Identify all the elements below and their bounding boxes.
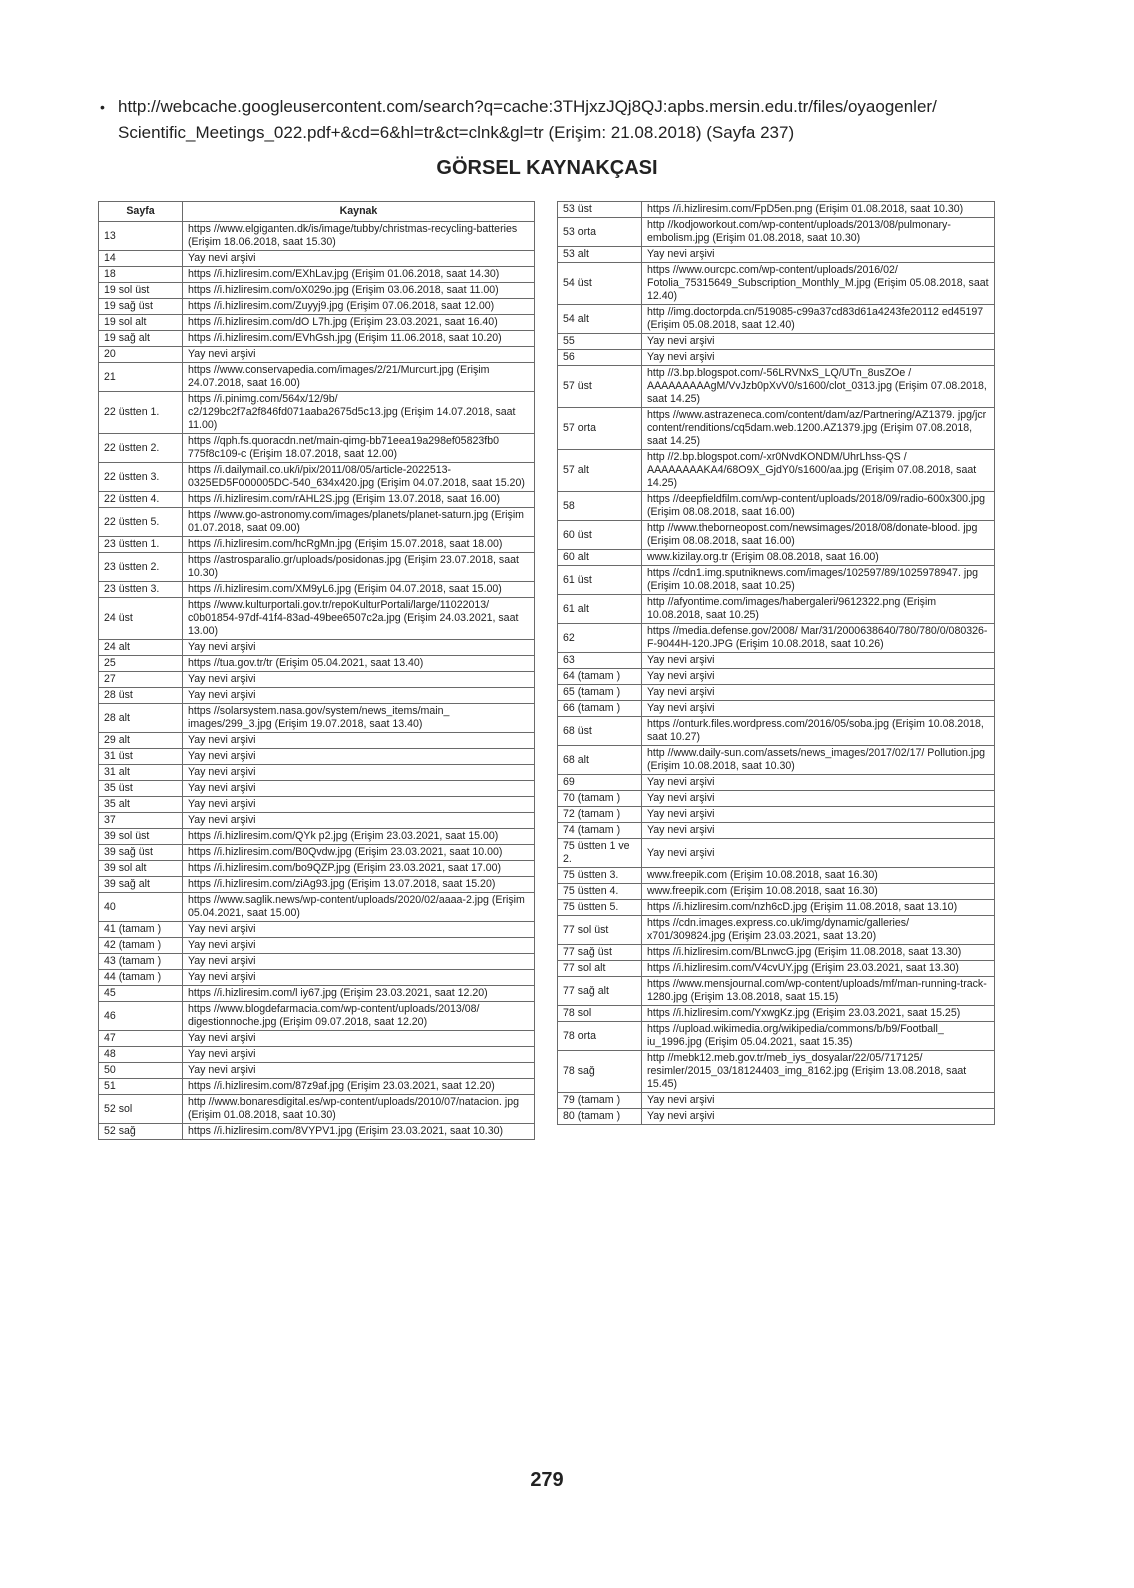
page-cell: 18 <box>99 267 183 283</box>
page-cell: 56 <box>558 350 642 366</box>
table-row <box>558 685 995 701</box>
table-row <box>99 829 535 845</box>
source-cell: Yay nevi arşivi <box>642 247 995 263</box>
source-cell: http //www.bonaresdigital.es/wp-content/uploads/2010/07/natacion. jpg (Erişim 01.08.2018, saat 10.30) <box>183 1095 535 1124</box>
image-sources-table-right <box>557 201 995 1125</box>
page-cell: 29 alt <box>99 733 183 749</box>
source-cell: Yay nevi arşivi <box>642 653 995 669</box>
page-cell: 60 alt <box>558 550 642 566</box>
page-cell: 61 alt <box>558 595 642 624</box>
source-cell: Yay nevi arşivi <box>183 749 535 765</box>
source-cell: http //www.daily-sun.com/assets/news_images/2017/02/17/ Pollution.jpg (Erişim 10.08.2018, saat 10.30) <box>642 746 995 775</box>
source-cell: https //www.astrazeneca.com/content/dam/az/Partnering/AZ1379. jpg/jcr content/renditions/cq5dam.web.1200.AZ1379.jpg (Erişim 07.08.2018, saat 14.25) <box>642 408 995 450</box>
source-cell: Yay nevi arşivi <box>183 733 535 749</box>
page-cell: 53 orta <box>558 218 642 247</box>
table-row <box>558 450 995 492</box>
page-cell: 37 <box>99 813 183 829</box>
source-cell: Yay nevi arşivi <box>183 1047 535 1063</box>
source-cell: Yay nevi arşivi <box>183 970 535 986</box>
source-cell: https //i.dailymail.co.uk/i/pix/2011/08/05/article-2022513-0325ED5F000005DC-540_634x420.jpg (Erişim 04.07.2018, saat 15.20) <box>183 463 535 492</box>
table-row <box>558 807 995 823</box>
source-cell: http //3.bp.blogspot.com/-56LRVNxS_LQ/UTn_8usZOe / AAAAAAAAAgM/VvJzb0pXvV0/s1600/clot_0313.jpg (Erişim 07.08.2018, saat 14.25) <box>642 366 995 408</box>
table-row <box>99 765 535 781</box>
source-cell: https //i.hizliresim.com/87z9af.jpg (Erişim 23.03.2021, saat 12.20) <box>183 1079 535 1095</box>
table-row <box>558 791 995 807</box>
source-cell: https //i.hizliresim.com/Zuyyj9.jpg (Erişim 07.06.2018, saat 12.00) <box>183 299 535 315</box>
page-cell: 57 üst <box>558 366 642 408</box>
page-cell: 40 <box>99 893 183 922</box>
source-cell: https //i.hizliresim.com/EXhLav.jpg (Erişim 01.06.2018, saat 14.30) <box>183 267 535 283</box>
table-row <box>99 222 535 251</box>
table-row <box>99 640 535 656</box>
source-cell: https //i.hizliresim.com/hcRgMn.jpg (Erişim 15.07.2018, saat 18.00) <box>183 537 535 553</box>
page-cell: 24 üst <box>99 598 183 640</box>
page-cell: 75 üstten 1 ve 2. <box>558 839 642 868</box>
source-cell: https //www.kulturportali.gov.tr/repoKulturPortali/large/11022013/ c0b01854-97df-41f4-83ad-49bee6507c2a.jpg (Erişim 24.03.2021, saat 13.00) <box>183 598 535 640</box>
table-row <box>99 1031 535 1047</box>
source-cell: https //i.hizliresim.com/QYk p2.jpg (Erişim 23.03.2021, saat 15.00) <box>183 829 535 845</box>
source-cell: Yay nevi arşivi <box>183 1063 535 1079</box>
page-cell: 78 sağ <box>558 1051 642 1093</box>
page-cell: 69 <box>558 775 642 791</box>
page-cell: 35 üst <box>99 781 183 797</box>
page-cell: 63 <box>558 653 642 669</box>
source-cell: Yay nevi arşivi <box>642 701 995 717</box>
table-row <box>99 1095 535 1124</box>
source-cell: https //solarsystem.nasa.gov/system/news_items/main_ images/299_3.jpg (Erişim 19.07.2018, saat 13.40) <box>183 704 535 733</box>
page-cell: 22 üstten 5. <box>99 508 183 537</box>
page-cell: 39 sol üst <box>99 829 183 845</box>
table-row <box>558 566 995 595</box>
source-cell: www.freepik.com (Erişim 10.08.2018, saat 16.30) <box>642 868 995 884</box>
reference-bullet <box>100 94 1040 146</box>
source-cell: https //www.go-astronomy.com/images/planets/planet-saturn.jpg (Erişim 01.07.2018, saat 09.00) <box>183 508 535 537</box>
page-cell: 68 alt <box>558 746 642 775</box>
page-cell: 35 alt <box>99 797 183 813</box>
page-cell: 77 sol üst <box>558 916 642 945</box>
table-row <box>99 813 535 829</box>
table-row <box>99 922 535 938</box>
table-row <box>99 861 535 877</box>
table-row <box>99 1079 535 1095</box>
table-row <box>99 463 535 492</box>
table-row <box>99 331 535 347</box>
table-row <box>99 434 535 463</box>
page-cell: 54 üst <box>558 263 642 305</box>
page-cell: 61 üst <box>558 566 642 595</box>
page-cell: 28 alt <box>99 704 183 733</box>
table-row <box>558 595 995 624</box>
source-cell: Yay nevi arşivi <box>642 775 995 791</box>
page-cell: 24 alt <box>99 640 183 656</box>
source-cell: Yay nevi arşivi <box>183 797 535 813</box>
bullet-marker: • <box>100 99 105 115</box>
page-cell: 75 üstten 5. <box>558 900 642 916</box>
page-cell: 75 üstten 4. <box>558 884 642 900</box>
page-cell: 64 (tamam ) <box>558 669 642 685</box>
table-row <box>99 797 535 813</box>
source-cell: Yay nevi arşivi <box>642 823 995 839</box>
page-cell: 72 (tamam ) <box>558 807 642 823</box>
page-cell: 19 sağ alt <box>99 331 183 347</box>
table-row <box>558 1109 995 1125</box>
source-cell: https //qph.fs.quoracdn.net/main-qimg-bb71eea19a298ef05823fb0 775f8c109-c (Erişim 18.07.2018, saat 12.00) <box>183 434 535 463</box>
page-cell: 44 (tamam ) <box>99 970 183 986</box>
page-cell: 39 sağ alt <box>99 877 183 893</box>
source-cell: https //i.hizliresim.com/bo9QZP.jpg (Erişim 23.03.2021, saat 17.00) <box>183 861 535 877</box>
table-row <box>99 893 535 922</box>
page-cell: 22 üstten 3. <box>99 463 183 492</box>
table-row <box>558 823 995 839</box>
source-cell: https //i.hizliresim.com/XM9yL6.jpg (Erişim 04.07.2018, saat 15.00) <box>183 582 535 598</box>
table-row <box>99 1063 535 1079</box>
source-cell: www.kizilay.org.tr (Erişim 08.08.2018, saat 16.00) <box>642 550 995 566</box>
source-cell: https //media.defense.gov/2008/ Mar/31/2000638640/780/780/0/080326-F-9044H-120.JPG (Erişim 10.08.2018, saat 10.26) <box>642 624 995 653</box>
source-cell: https //astrosparalio.gr/uploads/posidonas.jpg (Erişim 23.07.2018, saat 10.30) <box>183 553 535 582</box>
table-row <box>99 582 535 598</box>
source-cell: https //cdn1.img.sputniknews.com/images/102597/89/1025978947. jpg (Erişim 10.08.2018, saat 10.25) <box>642 566 995 595</box>
page-cell: 31 üst <box>99 749 183 765</box>
table-row <box>558 653 995 669</box>
source-cell: http //img.doctorpda.cn/519085-c99a37cd83d61a4243fe20112 ed45197 (Erişim 05.08.2018, saat 12.40) <box>642 305 995 334</box>
source-cell: Yay nevi arşivi <box>642 791 995 807</box>
page-cell: 23 üstten 1. <box>99 537 183 553</box>
page-cell: 22 üstten 4. <box>99 492 183 508</box>
page-cell: 31 alt <box>99 765 183 781</box>
page-cell: 22 üstten 1. <box>99 392 183 434</box>
source-cell: Yay nevi arşivi <box>642 807 995 823</box>
table-row <box>99 251 535 267</box>
page-cell: 74 (tamam ) <box>558 823 642 839</box>
table-row <box>99 1047 535 1063</box>
source-cell: Yay nevi arşivi <box>183 688 535 704</box>
table-row <box>99 688 535 704</box>
page-cell: 19 sol alt <box>99 315 183 331</box>
table-row <box>99 315 535 331</box>
table-row <box>558 366 995 408</box>
page-cell: 25 <box>99 656 183 672</box>
source-cell: Yay nevi arşivi <box>183 813 535 829</box>
image-sources-table-left <box>98 201 535 1140</box>
source-cell: Yay nevi arşivi <box>183 347 535 363</box>
source-cell: https //www.ourcpc.com/wp-content/uploads/2016/02/ Fotolia_75315649_Subscription_Monthly_M.jpg (Erişim 05.08.2018, saat 12.40) <box>642 263 995 305</box>
source-cell: https //i.hizliresim.com/rAHL2S.jpg (Erişim 13.07.2018, saat 16.00) <box>183 492 535 508</box>
table-row <box>99 363 535 392</box>
table-row <box>99 954 535 970</box>
source-cell: https //i.hizliresim.com/BLnwcG.jpg (Erişim 11.08.2018, saat 13.30) <box>642 945 995 961</box>
table-row <box>99 1124 535 1140</box>
source-cell: Yay nevi arşivi <box>642 839 995 868</box>
table-row <box>99 733 535 749</box>
source-cell: Yay nevi arşivi <box>642 350 995 366</box>
page-cell: 66 (tamam ) <box>558 701 642 717</box>
table-row <box>99 537 535 553</box>
table-row <box>99 492 535 508</box>
source-cell: https //i.pinimg.com/564x/12/9b/ c2/129bc2f7a2f846fd071aaba2675d5c13.jpg (Erişim 14.07.2018, saat 11.00) <box>183 392 535 434</box>
source-cell: https //www.blogdefarmacia.com/wp-content/uploads/2013/08/ digestionnoche.jpg (Erişim 09.07.2018, saat 12.20) <box>183 1002 535 1031</box>
table-row <box>558 218 995 247</box>
table-row <box>558 717 995 746</box>
page-cell: 52 sol <box>99 1095 183 1124</box>
page-cell: 23 üstten 2. <box>99 553 183 582</box>
page-cell: 45 <box>99 986 183 1002</box>
page-number: 279 <box>530 1469 564 1491</box>
table-row <box>558 492 995 521</box>
source-cell: https //upload.wikimedia.org/wikipedia/commons/b/b9/Football_ iu_1996.jpg (Erişim 05.04.2021, saat 15.35) <box>642 1022 995 1051</box>
table-row <box>558 263 995 305</box>
table-row <box>99 392 535 434</box>
table-row <box>558 408 995 450</box>
page-cell: 47 <box>99 1031 183 1047</box>
table-row <box>558 350 995 366</box>
page-cell: 19 sağ üst <box>99 299 183 315</box>
table-row <box>99 781 535 797</box>
source-cell: https //i.hizliresim.com/nzh6cD.jpg (Erişim 11.08.2018, saat 13.10) <box>642 900 995 916</box>
table-row <box>558 334 995 350</box>
page-cell: 60 üst <box>558 521 642 550</box>
table-row <box>99 1002 535 1031</box>
table-row <box>558 900 995 916</box>
header-page: Sayfa <box>99 202 183 222</box>
page-cell: 21 <box>99 363 183 392</box>
source-cell: https //deepfieldfilm.com/wp-content/uploads/2018/09/radio-600x300.jpg (Erişim 08.08.2018, saat 16.00) <box>642 492 995 521</box>
page-cell: 22 üstten 2. <box>99 434 183 463</box>
source-cell: Yay nevi arşivi <box>183 251 535 267</box>
header-source: Kaynak <box>183 202 535 222</box>
page-cell: 53 alt <box>558 247 642 263</box>
page-cell: 43 (tamam ) <box>99 954 183 970</box>
table-row <box>558 1051 995 1093</box>
table-row <box>99 672 535 688</box>
page-cell: 77 sol alt <box>558 961 642 977</box>
page-cell: 79 (tamam ) <box>558 1093 642 1109</box>
table-row <box>558 868 995 884</box>
source-cell: https //i.hizliresim.com/l iy67.jpg (Erişim 23.03.2021, saat 12.20) <box>183 986 535 1002</box>
page-cell: 14 <box>99 251 183 267</box>
page-cell: 78 orta <box>558 1022 642 1051</box>
table-row <box>558 669 995 685</box>
page-cell: 48 <box>99 1047 183 1063</box>
source-cell: https //i.hizliresim.com/FpD5en.png (Erişim 01.08.2018, saat 10.30) <box>642 202 995 218</box>
table-row <box>558 521 995 550</box>
source-cell: https //i.hizliresim.com/V4cvUY.jpg (Erişim 23.03.2021, saat 13.30) <box>642 961 995 977</box>
reference-url-line-2: Scientific_Meetings_022.pdf+&cd=6&hl=tr&ct=clnk&gl=tr (Erişim: 21.08.2018) (Sayfa 237) <box>118 123 795 142</box>
page-cell: 55 <box>558 334 642 350</box>
source-cell: https //www.conservapedia.com/images/2/21/Murcurt.jpg (Erişim 24.07.2018, saat 16.00) <box>183 363 535 392</box>
source-cell: Yay nevi arşivi <box>183 938 535 954</box>
page-cell: 39 sol alt <box>99 861 183 877</box>
source-cell: https //onturk.files.wordpress.com/2016/05/soba.jpg (Erişim 10.08.2018, saat 10.27) <box>642 717 995 746</box>
table-row <box>99 267 535 283</box>
page-cell: 28 üst <box>99 688 183 704</box>
source-cell: Yay nevi arşivi <box>642 685 995 701</box>
page-cell: 13 <box>99 222 183 251</box>
table-row <box>99 508 535 537</box>
source-cell: https //i.hizliresim.com/EVhGsh.jpg (Erişim 11.06.2018, saat 10.20) <box>183 331 535 347</box>
table-row <box>558 1006 995 1022</box>
source-cell: http //mebk12.meb.gov.tr/meb_iys_dosyalar/22/05/717125/ resimler/2015_03/18124403_img_8162.jpg (Erişim 13.08.2018, saat 15.45) <box>642 1051 995 1093</box>
page-cell: 57 orta <box>558 408 642 450</box>
source-cell: http //afyontime.com/images/habergaleri/9612322.png (Erişim 10.08.2018, saat 10.25) <box>642 595 995 624</box>
source-cell: Yay nevi arşivi <box>642 334 995 350</box>
table-row <box>558 961 995 977</box>
source-cell: https //i.hizliresim.com/B0Qvdw.jpg (Erişim 23.03.2021, saat 10.00) <box>183 845 535 861</box>
table-row <box>99 986 535 1002</box>
page-cell: 46 <box>99 1002 183 1031</box>
source-cell: https //www.mensjournal.com/wp-content/uploads/mf/man-running-track-1280.jpg (Erişim 13.08.2018, saat 15.15) <box>642 977 995 1006</box>
source-cell: https //i.hizliresim.com/ziAg93.jpg (Erişim 13.07.2018, saat 15.20) <box>183 877 535 893</box>
page-cell: 23 üstten 3. <box>99 582 183 598</box>
page-cell: 42 (tamam ) <box>99 938 183 954</box>
page-cell: 70 (tamam ) <box>558 791 642 807</box>
table-row <box>558 1093 995 1109</box>
source-cell: Yay nevi arşivi <box>642 669 995 685</box>
page-cell: 54 alt <box>558 305 642 334</box>
source-cell: Yay nevi arşivi <box>642 1093 995 1109</box>
page-cell: 77 sağ üst <box>558 945 642 961</box>
source-cell: https //i.hizliresim.com/dO L7h.jpg (Erişim 23.03.2021, saat 16.40) <box>183 315 535 331</box>
page-cell: 50 <box>99 1063 183 1079</box>
page-cell: 78 sol <box>558 1006 642 1022</box>
page-cell: 51 <box>99 1079 183 1095</box>
table-row <box>558 916 995 945</box>
table-row <box>558 550 995 566</box>
table-row <box>99 598 535 640</box>
page-cell: 27 <box>99 672 183 688</box>
page-cell: 68 üst <box>558 717 642 746</box>
reference-url-line-1: http://webcache.googleusercontent.com/search?q=cache:3THjxzJQj8QJ:apbs.mersin.edu.tr/files/oyaogenler/ <box>118 97 937 116</box>
source-cell: Yay nevi arşivi <box>183 922 535 938</box>
source-cell: http //2.bp.blogspot.com/-xr0NvdKONDM/UhrLhss-QS / AAAAAAAAKA4/68O9X_GjdY0/s1600/aa.jpg (Erişim 07.08.2018, saat 14.25) <box>642 450 995 492</box>
page-cell: 65 (tamam ) <box>558 685 642 701</box>
source-cell: https //cdn.images.express.co.uk/img/dynamic/galleries/ x701/309824.jpg (Erişim 23.03.2021, saat 13.20) <box>642 916 995 945</box>
table-row <box>99 845 535 861</box>
source-cell: http //kodjoworkout.com/wp-content/uploads/2013/08/pulmonary-embolism.jpg (Erişim 01.08.2018, saat 10.30) <box>642 218 995 247</box>
section-title: GÖRSEL KAYNAKÇASI <box>436 157 658 179</box>
page-cell: 58 <box>558 492 642 521</box>
source-cell: Yay nevi arşivi <box>183 672 535 688</box>
source-cell: Yay nevi arşivi <box>183 765 535 781</box>
table-row <box>99 970 535 986</box>
source-cell: https //i.hizliresim.com/8VYPV1.jpg (Erişim 23.03.2021, saat 10.30) <box>183 1124 535 1140</box>
source-cell: https //i.hizliresim.com/oX029o.jpg (Erişim 03.06.2018, saat 11.00) <box>183 283 535 299</box>
page-cell: 77 sağ alt <box>558 977 642 1006</box>
source-cell: Yay nevi arşivi <box>183 1031 535 1047</box>
table-row <box>558 746 995 775</box>
table-row <box>558 884 995 900</box>
source-cell: Yay nevi arşivi <box>183 640 535 656</box>
source-cell: https //i.hizliresim.com/YxwgKz.jpg (Erişim 23.03.2021, saat 15.25) <box>642 1006 995 1022</box>
source-cell: Yay nevi arşivi <box>183 781 535 797</box>
page-cell: 62 <box>558 624 642 653</box>
page-cell: 75 üstten 3. <box>558 868 642 884</box>
table-row <box>558 247 995 263</box>
table-row <box>558 624 995 653</box>
table-row <box>99 938 535 954</box>
table-row <box>99 553 535 582</box>
source-cell: https //tua.gov.tr/tr (Erişim 05.04.2021, saat 13.40) <box>183 656 535 672</box>
page-cell: 41 (tamam ) <box>99 922 183 938</box>
table-row <box>558 775 995 791</box>
table-row <box>99 299 535 315</box>
table-row <box>558 701 995 717</box>
table-row <box>99 347 535 363</box>
table-row <box>558 977 995 1006</box>
table-row <box>99 656 535 672</box>
source-cell: https //www.elgiganten.dk/is/image/tubby/christmas-recycling-batteries (Erişim 18.06.2018, saat 15.30) <box>183 222 535 251</box>
table-header-row <box>99 202 535 222</box>
page-cell: 52 sağ <box>99 1124 183 1140</box>
table-row <box>558 839 995 868</box>
page-cell: 57 alt <box>558 450 642 492</box>
source-cell: Yay nevi arşivi <box>642 1109 995 1125</box>
table-row <box>99 877 535 893</box>
table-row <box>558 305 995 334</box>
source-cell: https //www.saglik.news/wp-content/uploads/2020/02/aaaa-2.jpg (Erişim 05.04.2021, saat 15.00) <box>183 893 535 922</box>
table-row <box>99 704 535 733</box>
source-cell: Yay nevi arşivi <box>183 954 535 970</box>
page-cell: 20 <box>99 347 183 363</box>
table-row <box>99 749 535 765</box>
page-cell: 53 üst <box>558 202 642 218</box>
table-row <box>558 945 995 961</box>
page-cell: 39 sağ üst <box>99 845 183 861</box>
source-cell: www.freepik.com (Erişim 10.08.2018, saat 16.30) <box>642 884 995 900</box>
table-row <box>99 283 535 299</box>
page-cell: 80 (tamam ) <box>558 1109 642 1125</box>
table-row <box>558 202 995 218</box>
source-cell: http //www.theborneopost.com/newsimages/2018/08/donate-blood. jpg (Erişim 08.08.2018, saat 16.00) <box>642 521 995 550</box>
table-row <box>558 1022 995 1051</box>
page-cell: 19 sol üst <box>99 283 183 299</box>
